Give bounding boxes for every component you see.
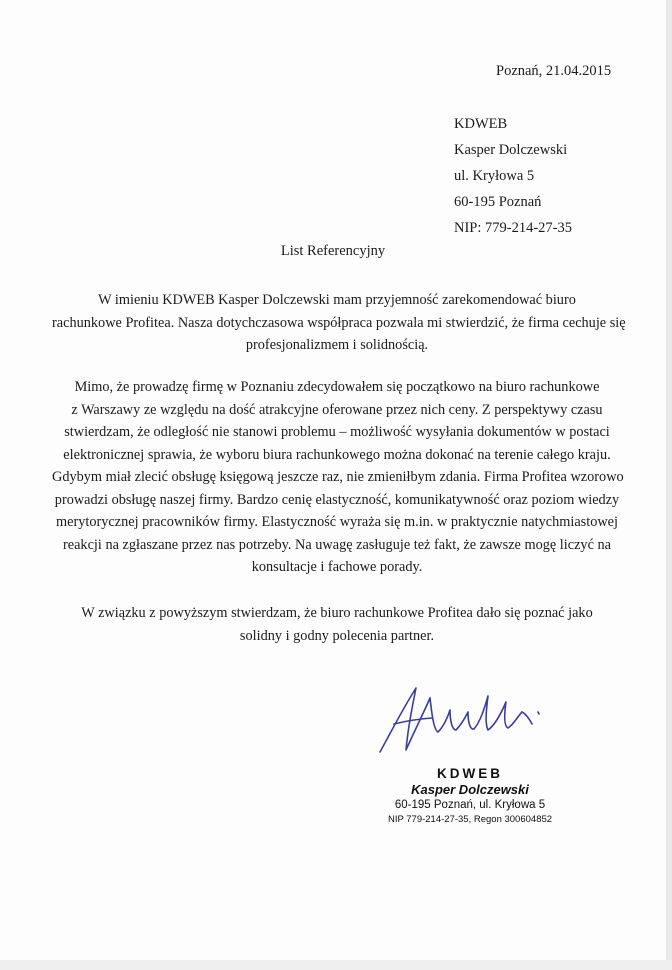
stamp-address: 60-195 Poznań, ul. Kryłowa 5 xyxy=(394,799,546,811)
paragraph-line: profesjonalizmem i solidnością. xyxy=(245,337,429,353)
paragraph-line: reakcji na zgłaszane przez nas potrzeby. Na uwagę zasługuje też fakt, że zawsze mogę liczyć na xyxy=(62,536,611,553)
paragraph-line: z Warszawy ze względu na dość atrakcyjne oferowane przez nich ceny. Z perspektywy czasu xyxy=(71,401,603,418)
paragraph-line: prowadzi obsługę naszej firmy. Bardzo cenię elastyczność, komunikatywność oraz poziom wiedzy xyxy=(54,491,620,508)
paragraph-line: W związku z powyższym stwierdzam, że biuro rachunkowe Profitea dało się poznać jako xyxy=(81,605,593,621)
paragraph-conclusion xyxy=(52,602,622,647)
stamp-owner: Kasper Dolczewski xyxy=(411,782,529,797)
sender-name: Kasper Dolczewski xyxy=(454,142,568,158)
paragraph-line: Gdybym miał zlecić obsługę księgową jeszcze raz, nie zmieniłbym zdania. Firma Profitea wzorowo xyxy=(52,469,624,485)
stamp-ids: NIP 779-214-27-35, Regon 300604852 xyxy=(387,814,553,825)
paragraph-line: solidny i godny polecenia partner. xyxy=(239,627,435,644)
sender-city: 60-195 Poznań xyxy=(454,194,542,210)
sender-company: KDWEB xyxy=(454,116,508,132)
scan-edge-right xyxy=(666,0,672,970)
paragraph-intro xyxy=(52,289,626,357)
paragraph-line: konsultacje i fachowe porady. xyxy=(251,559,423,575)
letter-date: Poznań, 21.04.2015 xyxy=(496,63,612,79)
handwritten-signature xyxy=(372,672,562,762)
sender-address-block xyxy=(454,111,572,241)
paragraph-line: stwierdzam, że odległość nie stanowi problemu – możliwość wysyłania dokumentów w postaci xyxy=(64,424,610,440)
scan-edge-bottom xyxy=(0,960,672,970)
paragraph-line: W imieniu KDWEB Kasper Dolczewski mam przyjemność zarekomendować biuro xyxy=(98,292,576,308)
paragraph-line: rachunkowe Profitea. Nasza dotychczasowa współpraca pozwala mi stwierdzić, że firma cechuje się xyxy=(52,314,626,331)
paragraph-line: merytorycznej pracowników firmy. Elastyczność wyraża się m.in. w praktycznie natychmiastowej xyxy=(55,514,618,530)
paragraph-line: elektronicznej sprawia, że wyboru biura rachunkowego można dokonać na terenie całego kraju. xyxy=(63,446,611,463)
company-stamp xyxy=(382,766,558,826)
paragraph-line: Mimo, że prowadzę firmę w Poznaniu zdecydowałem się początkowo na biuro rachunkowe xyxy=(74,379,600,395)
paragraph-body xyxy=(52,376,622,579)
sender-street: ul. Kryłowa 5 xyxy=(454,168,535,184)
stamp-company: KDWEB xyxy=(437,766,503,781)
letter-title: List Referencyjny xyxy=(280,243,386,259)
sender-nip: NIP: 779-214-27-35 xyxy=(454,220,573,236)
